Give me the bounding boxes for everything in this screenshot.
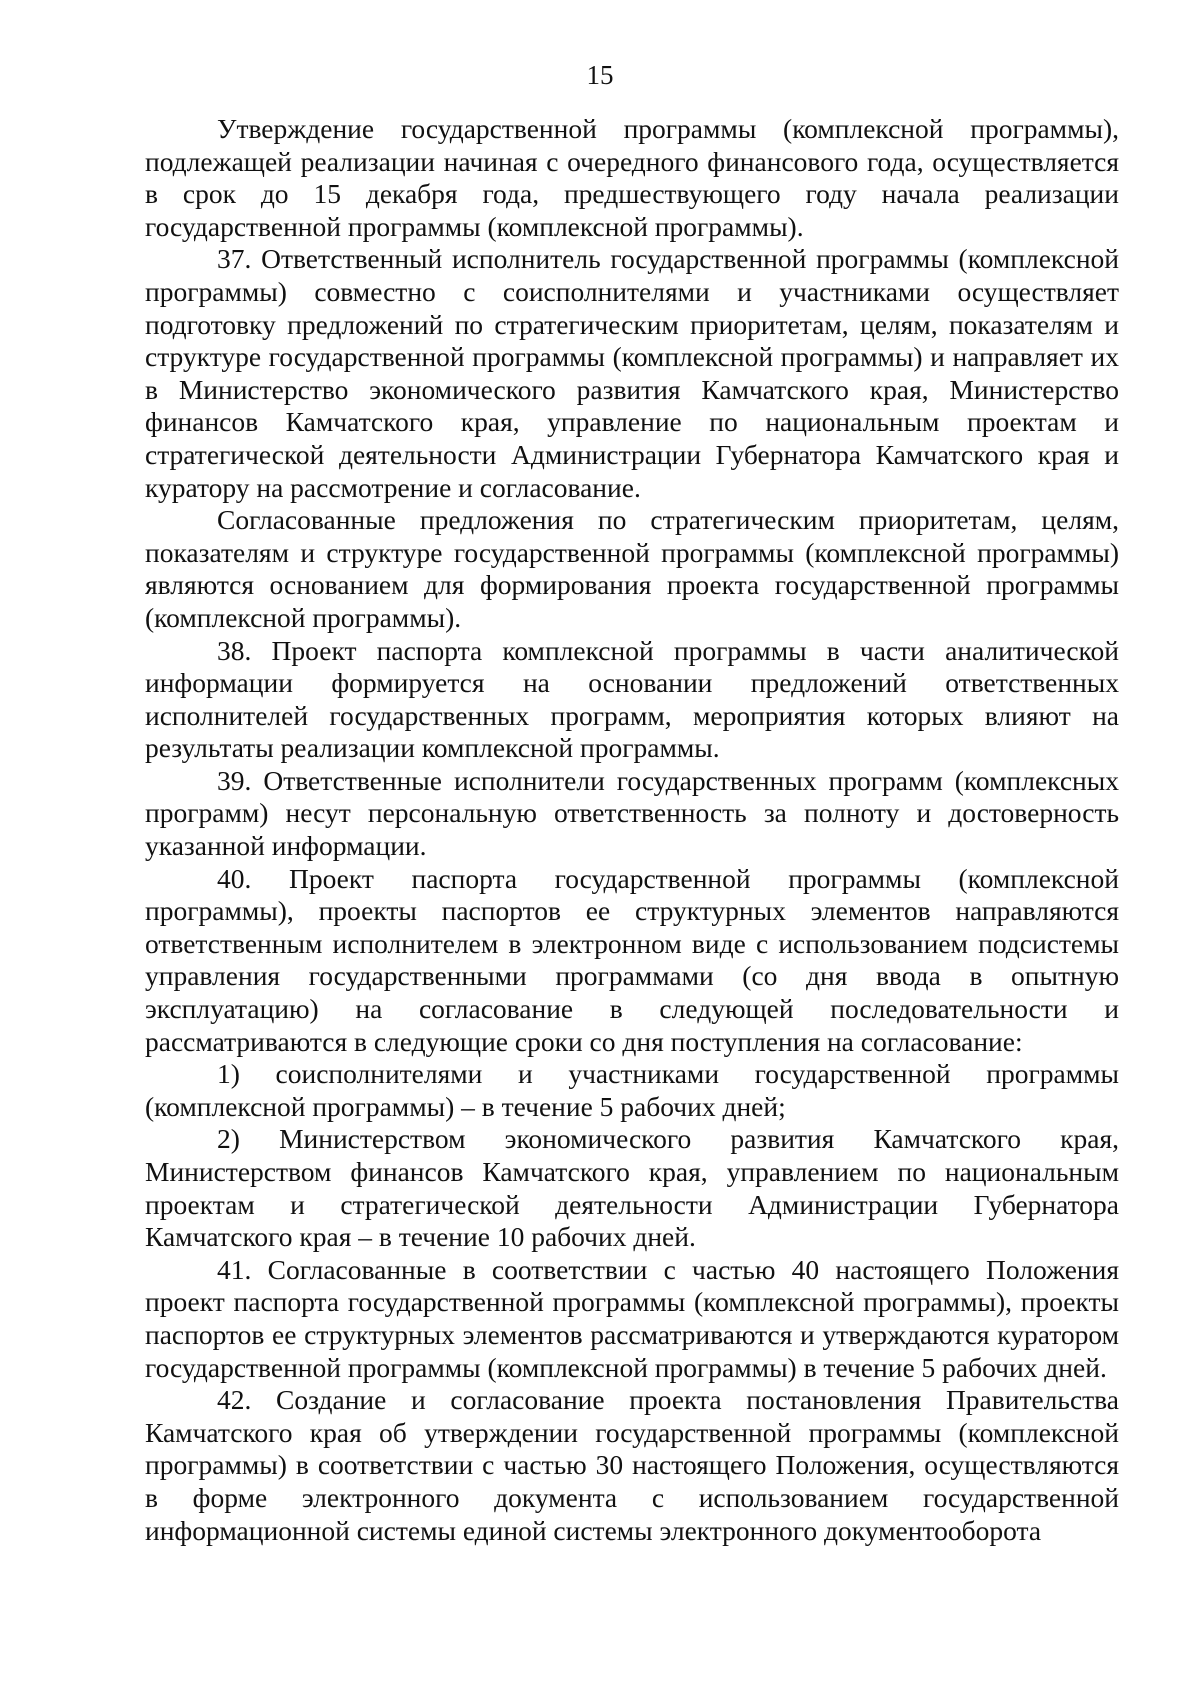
paragraph-41: 41. Согласованные в соответствии с частью 40 настоящего Положения проект паспорта государственной программы (комплексной программы), проекты паспортов ее структурных элементов рассматриваются и утверждаются куратором государственной программы (комплексной программы) в течение 5 рабочих дней. bbox=[145, 1253, 1119, 1383]
paragraph-37: 37. Ответственный исполнитель государственной программы (комплексной программы) совместно с соисполнителями и участниками осуществляет подготовку предложений по стратегическим приоритетам, целям, показателям и структуре государственной программы (комплексной программы) и направляет их в Министерство экономического развития Камчатского края, Министерство финансов Камчатского края, управление по национальным проектам и стратегической деятельности Администрации Губернатора Камчатского края и куратору на рассмотрение и согласование. bbox=[145, 243, 1119, 503]
paragraph-agreed-proposals: Согласованные предложения по стратегическим приоритетам, целям, показателям и структуре государственной программы (комплексной программы) являются основанием для формирования проекта государственной программы (комплексной программы). bbox=[145, 504, 1119, 633]
paragraph-42: 42. Создание и согласование проекта постановления Правительства Камчатского края об утверждении государственной программы (комплексной программы) в соответствии с частью 30 настоящего Положения, осуществляются в форме электронного документа с использованием государственной информационной системы единой системы электронного документооборота bbox=[145, 1384, 1119, 1546]
list-item-2: 2) Министерством экономического развития Камчатского края, Министерством финансов Камчатского края, управлением по национальным проектам и стратегической деятельности Администрации Губернатора Камчатского края – в течение 10 рабочих дней. bbox=[145, 1123, 1119, 1253]
paragraph-39: 39. Ответственные исполнители государственных программ (комплексных программ) несут персональную ответственность за полноту и достоверность указанной информации. bbox=[145, 764, 1119, 862]
paragraph-40: 40. Проект паспорта государственной программы (комплексной программы), проекты паспортов ее структурных элементов направляются ответственным исполнителем в электронном виде с использованием подсистемы управления государственными программами (со дня ввода в опытную эксплуатацию) на согласование в следующей последовательности и рассматриваются в следующие сроки со дня поступления на согласование: bbox=[145, 862, 1119, 1057]
document-body bbox=[145, 113, 1119, 1547]
page-number: 15 bbox=[586, 60, 614, 90]
list-item-1: 1) соисполнителями и участниками государственной программы (комплексной программы) – в течение 5 рабочих дней; bbox=[145, 1058, 1119, 1122]
paragraph-approval-term: Утверждение государственной программы (комплексной программы), подлежащей реализации начиная с очередного финансового года, осуществляется в срок до 15 декабря года, предшествующего году начала реализации государственной программы (комплексной программы). bbox=[145, 113, 1119, 242]
paragraph-38: 38. Проект паспорта комплексной программы в части аналитической информации формируется на основании предложений ответственных исполнителей государственных программ, мероприятия которых влияют на результаты реализации комплексной программы. bbox=[145, 634, 1119, 764]
